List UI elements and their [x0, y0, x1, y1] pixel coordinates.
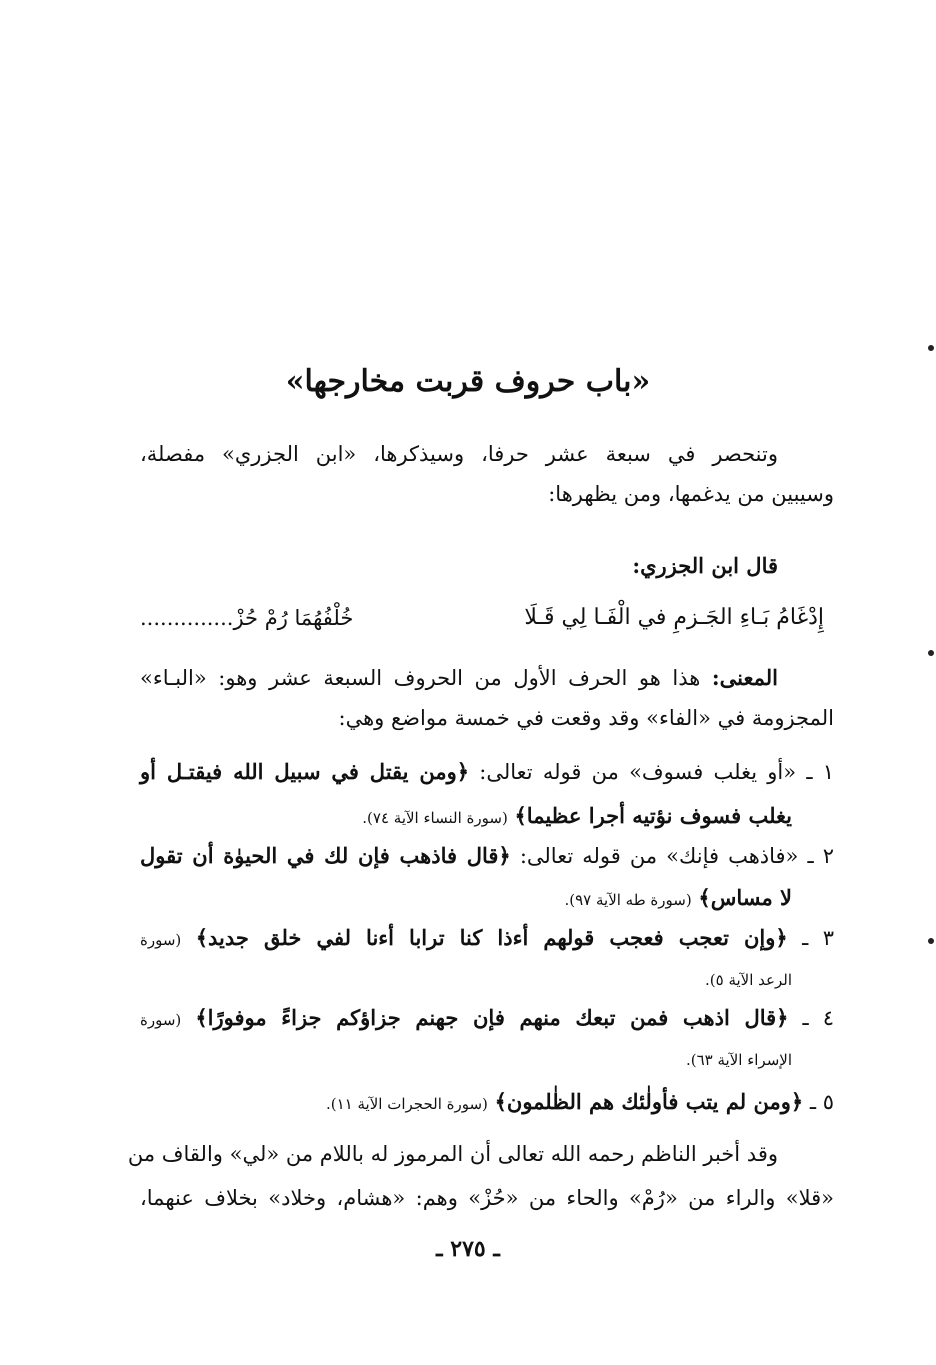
poet-label: قال ابن الجزري: — [632, 553, 778, 578]
item-number: ٢ ـ — [807, 844, 834, 868]
quran-verse: ﴿قال اذهب فمن تبعك منهم فإن جهنم جزاؤكم جزاءً موفورًا﴾ — [195, 1005, 789, 1030]
verse-second-half: خُلْفُهُمَا رُمْ حُزْ — [233, 606, 354, 630]
meaning-label: المعنى: — [711, 665, 778, 690]
page-number: ـ ٢٧٥ ـ — [436, 1236, 500, 1262]
closing-line-2: «قلا» والراء من «رُمْ» والحاء من «حُزْ» وهم: «هشام، وخلاد» بخلاف عنهما، — [140, 1186, 834, 1210]
verse-dots: .............. — [140, 606, 234, 630]
surah-reference: (سورة — [140, 1011, 182, 1029]
list-item-4-line-2: الإسراء الآية ٦٣). — [685, 1051, 792, 1069]
intro-line-1: وتنحصر في سبعة عشر حرفا، وسيذكرها، «ابن الجزري» مفصلة، — [140, 442, 778, 466]
list-item-1-line-1 — [140, 754, 834, 790]
list-item-2-line-1 — [140, 838, 834, 874]
item-word: «أو يغلب فسوف» من قوله تعالى: — [479, 760, 797, 784]
chapter-title: «باب حروف قربت مخارجها» — [285, 364, 651, 399]
quran-verse: ﴿وإن تعجب فعجب قولهم أءذا كنا ترابا أءنا لفي خلق جديد﴾ — [195, 925, 788, 950]
item-number: ١ ـ — [806, 760, 835, 784]
intro-line-2: وسيبين من يدغمها، ومن يظهرها: — [548, 482, 834, 506]
item-number: ٥ ـ — [809, 1090, 834, 1114]
item-number: ٣ ـ — [802, 926, 834, 950]
item-number: ٤ ـ — [802, 1006, 834, 1030]
list-item-5-line-1 — [326, 1084, 834, 1122]
surah-reference: (سورة الحجرات الآية ١١). — [325, 1095, 488, 1113]
list-item-4-line-1 — [140, 1000, 834, 1038]
list-item-1-line-2 — [362, 798, 792, 836]
quran-verse: ﴿قال فاذهب فإن لك في الحيوٰة أن تقول — [140, 843, 511, 868]
list-item-3-line-2: الرعد الآية ٥). — [704, 971, 792, 989]
margin-mark — [928, 345, 934, 351]
surah-reference: (سورة طه الآية ٩٧). — [564, 891, 692, 909]
surah-reference: (سورة النساء الآية ٧٤). — [362, 809, 508, 827]
quran-verse: ﴿ومن لم يتب فأولٰئك هم الظٰلمون﴾ — [494, 1089, 804, 1114]
quran-verse: لا مساس﴾ — [698, 885, 792, 910]
item-word: «فاذهب فإنك» من قوله تعالى: — [519, 844, 799, 868]
verse-first-half: إِدْغَامُ بَـاءِ الجَـزمِ في الْفَـا لِي قَـلَا — [524, 605, 824, 630]
list-item-3-line-1 — [140, 920, 834, 958]
meaning-text: هذا هو الحرف الأول من الحروف السبعة عشر وهو: «البـاء» — [140, 666, 701, 690]
margin-mark — [928, 650, 934, 656]
closing-line-1: وقد أخبر الناظم رحمه الله تعالى أن المرموز له باللام من «لي» والقاف من — [127, 1142, 778, 1166]
meaning-line-1 — [140, 660, 778, 696]
surah-reference: (سورة — [140, 931, 182, 949]
quran-verse: يغلب فسوف نؤتيه أجرا عظيما﴾ — [514, 803, 792, 828]
meaning-line-2: المجزومة في «الفاء» وقد وقعت في خمسة مواضع وهي: — [338, 706, 834, 730]
verse-second-half-group — [140, 600, 353, 636]
quran-verse: ﴿ومن يقتل في سبيل الله فيقتـل أو — [140, 759, 470, 784]
margin-mark — [928, 938, 934, 944]
list-item-2-line-2 — [564, 880, 792, 918]
